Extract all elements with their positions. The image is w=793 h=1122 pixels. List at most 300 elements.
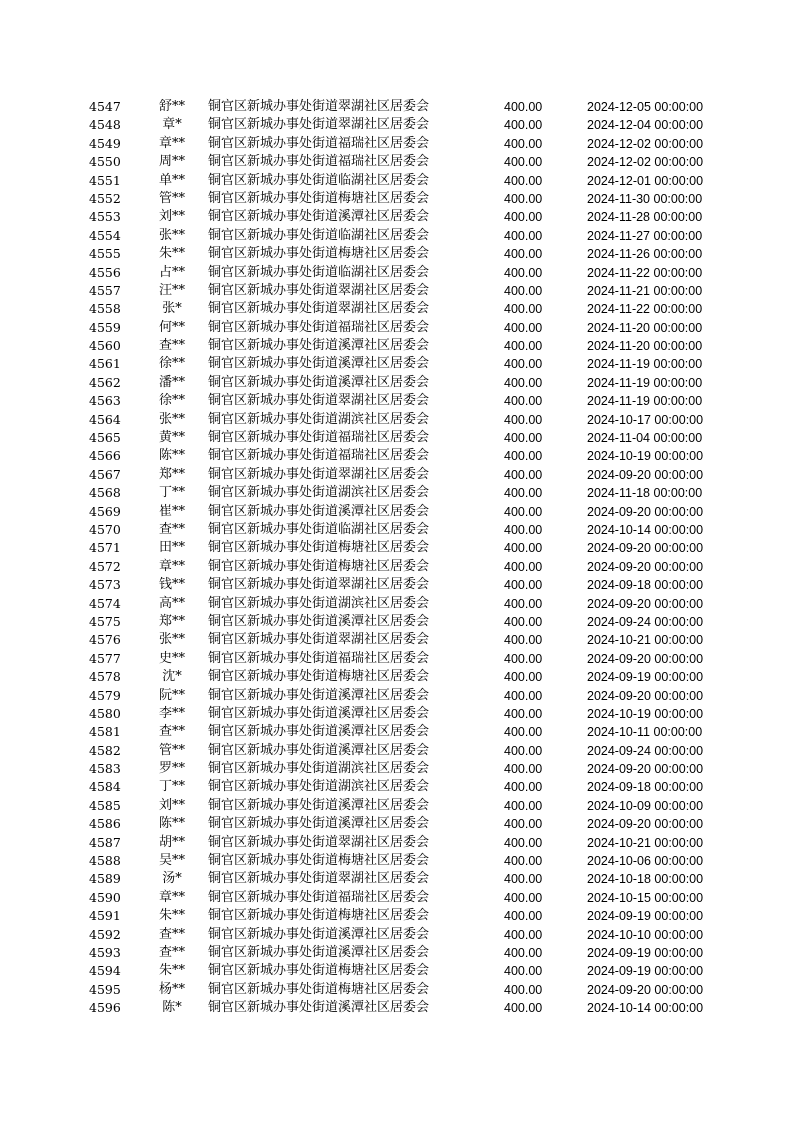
row-organization: 铜官区新城办事处街道翠湖社区居委会 (208, 577, 430, 593)
row-amount: 400.00 (504, 890, 543, 905)
row-organization: 铜官区新城办事处街道溪潭社区居委会 (208, 1000, 430, 1016)
table-row (0, 852, 793, 870)
row-organization: 铜官区新城办事处街道溪潭社区居委会 (208, 209, 430, 225)
row-id: 4595 (89, 981, 121, 997)
table-row (0, 521, 793, 539)
row-date: 2024-10-17 00:00:00 (587, 412, 704, 427)
row-date: 2024-12-01 00:00:00 (587, 173, 704, 188)
row-name: 陈* (162, 1000, 182, 1016)
row-date: 2024-12-02 00:00:00 (587, 155, 704, 170)
row-id: 4568 (89, 485, 121, 501)
table-row (0, 778, 793, 796)
table-row (0, 429, 793, 447)
row-organization: 铜官区新城办事处街道溪潭社区居委会 (208, 356, 430, 372)
row-amount: 400.00 (504, 486, 543, 501)
record-table (0, 98, 793, 1018)
row-name: 沈* (162, 669, 182, 685)
table-row (0, 245, 793, 263)
row-organization: 铜官区新城办事处街道梅塘社区居委会 (208, 853, 430, 869)
row-date: 2024-12-05 00:00:00 (587, 100, 704, 114)
row-date: 2024-10-19 00:00:00 (587, 706, 704, 721)
row-id: 4558 (89, 301, 121, 317)
table-row (0, 815, 793, 833)
row-amount: 400.00 (504, 780, 543, 795)
row-id: 4588 (89, 853, 121, 869)
row-id: 4583 (89, 761, 121, 777)
row-organization: 铜官区新城办事处街道临湖社区居委会 (208, 521, 430, 537)
table-row (0, 227, 793, 245)
row-amount: 400.00 (504, 541, 543, 556)
row-organization: 铜官区新城办事处街道梅塘社区居委会 (208, 963, 430, 979)
row-date: 2024-11-19 00:00:00 (587, 375, 703, 390)
row-date: 2024-10-18 00:00:00 (587, 872, 704, 887)
table-row (0, 447, 793, 465)
table-row (0, 172, 793, 190)
row-date: 2024-09-20 00:00:00 (587, 596, 704, 611)
row-amount: 400.00 (504, 670, 543, 685)
row-name: 朱** (158, 246, 185, 262)
row-name: 丁** (158, 485, 185, 501)
row-amount: 400.00 (504, 909, 543, 924)
row-organization: 铜官区新城办事处街道翠湖社区居委会 (208, 282, 430, 298)
row-date: 2024-11-18 00:00:00 (587, 486, 703, 501)
row-amount: 400.00 (504, 872, 543, 887)
row-name: 杨** (158, 981, 185, 997)
table-row (0, 926, 793, 944)
row-id: 4555 (89, 246, 121, 262)
row-organization: 铜官区新城办事处街道梅塘社区居委会 (208, 540, 430, 556)
row-name: 丁** (158, 779, 185, 795)
row-name: 阮** (158, 687, 185, 703)
row-organization: 铜官区新城办事处街道翠湖社区居委会 (208, 871, 430, 887)
row-id: 4566 (89, 448, 121, 464)
row-organization: 铜官区新城办事处街道溪潭社区居委会 (208, 742, 430, 758)
row-id: 4573 (89, 577, 121, 593)
row-name: 吴** (158, 853, 185, 869)
row-name: 朱** (158, 963, 185, 979)
row-id: 4552 (89, 190, 121, 206)
table-row (0, 760, 793, 778)
row-amount: 400.00 (504, 614, 543, 629)
row-date: 2024-09-20 00:00:00 (587, 467, 704, 482)
table-row (0, 595, 793, 613)
table-row (0, 668, 793, 686)
row-name: 章* (162, 117, 182, 133)
row-amount: 400.00 (504, 559, 543, 574)
row-amount: 400.00 (504, 191, 543, 206)
row-amount: 400.00 (504, 945, 543, 960)
table-row (0, 374, 793, 392)
table-row (0, 907, 793, 925)
row-organization: 铜官区新城办事处街道溪潭社区居委会 (208, 797, 430, 813)
row-amount: 400.00 (504, 762, 543, 777)
table-row (0, 264, 793, 282)
row-name: 郑** (158, 466, 185, 482)
row-id: 4587 (89, 834, 121, 850)
row-date: 2024-09-20 00:00:00 (587, 504, 704, 519)
row-date: 2024-10-19 00:00:00 (587, 449, 704, 464)
row-amount: 400.00 (504, 964, 543, 979)
row-date: 2024-09-19 00:00:00 (587, 909, 704, 924)
row-amount: 400.00 (504, 375, 543, 390)
row-id: 4596 (89, 1000, 121, 1016)
row-organization: 铜官区新城办事处街道临湖社区居委会 (208, 264, 430, 280)
row-amount: 400.00 (504, 578, 543, 593)
row-date: 2024-10-15 00:00:00 (587, 890, 704, 905)
row-id: 4567 (89, 466, 121, 482)
row-date: 2024-10-09 00:00:00 (587, 798, 704, 813)
row-amount: 400.00 (504, 467, 543, 482)
row-date: 2024-12-04 00:00:00 (587, 118, 704, 133)
row-amount: 400.00 (504, 136, 543, 151)
row-name: 张* (162, 301, 182, 317)
row-id: 4574 (89, 595, 121, 611)
row-name: 何** (158, 319, 185, 335)
row-date: 2024-10-14 00:00:00 (587, 522, 704, 537)
row-name: 黄** (158, 430, 185, 446)
table-row (0, 116, 793, 134)
table-row (0, 797, 793, 815)
row-amount: 400.00 (504, 339, 543, 354)
row-name: 章** (158, 889, 185, 905)
row-id: 4559 (89, 319, 121, 335)
row-id: 4550 (89, 154, 121, 170)
row-organization: 铜官区新城办事处街道湖滨社区居委会 (208, 779, 430, 795)
row-name: 管** (158, 190, 185, 206)
row-amount: 400.00 (504, 743, 543, 758)
row-id: 4549 (89, 135, 121, 151)
row-name: 胡** (158, 834, 185, 850)
row-amount: 400.00 (504, 982, 543, 997)
row-date: 2024-09-24 00:00:00 (587, 614, 704, 629)
table-row (0, 834, 793, 852)
row-amount: 400.00 (504, 706, 543, 721)
row-date: 2024-09-20 00:00:00 (587, 762, 704, 777)
row-id: 4576 (89, 632, 121, 648)
row-date: 2024-09-18 00:00:00 (587, 780, 704, 795)
table-row (0, 135, 793, 153)
row-amount: 400.00 (504, 651, 543, 666)
table-row (0, 190, 793, 208)
row-organization: 铜官区新城办事处街道溪潭社区居委会 (208, 374, 430, 390)
row-date: 2024-11-04 00:00:00 (587, 431, 703, 446)
row-amount: 400.00 (504, 118, 543, 133)
row-date: 2024-10-14 00:00:00 (587, 1001, 704, 1016)
table-row (0, 411, 793, 429)
row-date: 2024-11-20 00:00:00 (587, 320, 703, 335)
row-organization: 铜官区新城办事处街道湖滨社区居委会 (208, 411, 430, 427)
row-organization: 铜官区新城办事处街道临湖社区居委会 (208, 227, 430, 243)
row-id: 4557 (89, 282, 121, 298)
row-date: 2024-11-28 00:00:00 (587, 210, 703, 225)
row-organization: 铜官区新城办事处街道福瑞社区居委会 (208, 889, 430, 905)
row-date: 2024-09-18 00:00:00 (587, 578, 704, 593)
row-name: 周** (158, 154, 185, 170)
row-id: 4562 (89, 374, 121, 390)
row-organization: 铜官区新城办事处街道福瑞社区居委会 (208, 430, 430, 446)
table-row (0, 962, 793, 980)
table-row (0, 705, 793, 723)
row-organization: 铜官区新城办事处街道翠湖社区居委会 (208, 301, 430, 317)
row-date: 2024-11-20 00:00:00 (587, 339, 703, 354)
row-name: 李** (158, 705, 185, 721)
row-date: 2024-09-20 00:00:00 (587, 982, 704, 997)
table-row (0, 889, 793, 907)
row-organization: 铜官区新城办事处街道溪潭社区居委会 (208, 338, 430, 354)
row-organization: 铜官区新城办事处街道梅塘社区居委会 (208, 908, 430, 924)
row-organization: 铜官区新城办事处街道梅塘社区居委会 (208, 558, 430, 574)
row-date: 2024-09-24 00:00:00 (587, 743, 704, 758)
table-row (0, 613, 793, 631)
row-name: 查** (158, 521, 185, 537)
row-amount: 400.00 (504, 522, 543, 537)
row-organization: 铜官区新城办事处街道福瑞社区居委会 (208, 650, 430, 666)
row-name: 查** (158, 926, 185, 942)
row-date: 2024-09-19 00:00:00 (587, 964, 704, 979)
row-name: 章** (158, 135, 185, 151)
row-id: 4592 (89, 926, 121, 942)
row-organization: 铜官区新城办事处街道梅塘社区居委会 (208, 246, 430, 262)
row-name: 徐** (158, 393, 185, 409)
row-name: 潘** (158, 374, 185, 390)
row-amount: 400.00 (504, 688, 543, 703)
table-row (0, 687, 793, 705)
row-date: 2024-11-21 00:00:00 (587, 283, 703, 298)
row-id: 4579 (89, 687, 121, 703)
table-row (0, 282, 793, 300)
row-organization: 铜官区新城办事处街道梅塘社区居委会 (208, 669, 430, 685)
row-amount: 400.00 (504, 1001, 543, 1016)
table-row (0, 466, 793, 484)
row-organization: 铜官区新城办事处街道翠湖社区居委会 (208, 632, 430, 648)
table-row (0, 153, 793, 171)
row-id: 4563 (89, 393, 121, 409)
row-organization: 铜官区新城办事处街道临湖社区居委会 (208, 172, 430, 188)
table-row (0, 392, 793, 410)
row-id: 4561 (89, 356, 121, 372)
table-row (0, 300, 793, 318)
row-name: 陈** (158, 448, 185, 464)
row-organization: 铜官区新城办事处街道溪潭社区居委会 (208, 816, 430, 832)
row-amount: 400.00 (504, 817, 543, 832)
row-organization: 铜官区新城办事处街道湖滨社区居委会 (208, 595, 430, 611)
row-id: 4547 (89, 99, 121, 114)
row-organization: 铜官区新城办事处街道福瑞社区居委会 (208, 135, 430, 151)
row-organization: 铜官区新城办事处街道溪潭社区居委会 (208, 613, 430, 629)
row-amount: 400.00 (504, 854, 543, 869)
row-date: 2024-09-20 00:00:00 (587, 817, 704, 832)
row-organization: 铜官区新城办事处街道溪潭社区居委会 (208, 724, 430, 740)
row-id: 4569 (89, 503, 121, 519)
table-row (0, 576, 793, 594)
row-amount: 400.00 (504, 504, 543, 519)
row-amount: 400.00 (504, 798, 543, 813)
table-row (0, 484, 793, 502)
row-amount: 400.00 (504, 265, 543, 280)
row-id: 4578 (89, 669, 121, 685)
row-name: 章** (158, 558, 185, 574)
row-organization: 铜官区新城办事处街道溪潭社区居委会 (208, 503, 430, 519)
row-id: 4585 (89, 797, 121, 813)
table-row (0, 631, 793, 649)
row-name: 史** (158, 650, 185, 666)
row-organization: 铜官区新城办事处街道翠湖社区居委会 (208, 99, 430, 114)
row-id: 4591 (89, 908, 121, 924)
row-date: 2024-11-30 00:00:00 (587, 191, 703, 206)
row-id: 4571 (89, 540, 121, 556)
row-id: 4581 (89, 724, 121, 740)
row-id: 4553 (89, 209, 121, 225)
row-amount: 400.00 (504, 633, 543, 648)
table-row (0, 650, 793, 668)
row-amount: 400.00 (504, 283, 543, 298)
row-organization: 铜官区新城办事处街道福瑞社区居委会 (208, 448, 430, 464)
row-amount: 400.00 (504, 394, 543, 409)
row-amount: 400.00 (504, 431, 543, 446)
row-amount: 400.00 (504, 320, 543, 335)
row-name: 张** (158, 632, 185, 648)
row-id: 4580 (89, 705, 121, 721)
row-name: 徐** (158, 356, 185, 372)
row-id: 4586 (89, 816, 121, 832)
row-id: 4577 (89, 650, 121, 666)
row-date: 2024-09-20 00:00:00 (587, 559, 704, 574)
row-id: 4551 (89, 172, 121, 188)
row-date: 2024-10-21 00:00:00 (587, 633, 704, 648)
table-row (0, 319, 793, 337)
row-organization: 铜官区新城办事处街道翠湖社区居委会 (208, 117, 430, 133)
row-id: 4575 (89, 613, 121, 629)
row-name: 田** (158, 540, 185, 556)
row-id: 4594 (89, 963, 121, 979)
row-name: 朱** (158, 908, 185, 924)
row-name: 汤* (162, 871, 182, 887)
row-name: 钱** (158, 577, 185, 593)
row-organization: 铜官区新城办事处街道翠湖社区居委会 (208, 834, 430, 850)
row-amount: 400.00 (504, 100, 543, 114)
table-row (0, 981, 793, 999)
row-id: 4570 (89, 521, 121, 537)
row-amount: 400.00 (504, 173, 543, 188)
row-organization: 铜官区新城办事处街道溪潭社区居委会 (208, 687, 430, 703)
row-amount: 400.00 (504, 596, 543, 611)
row-name: 崔** (158, 503, 185, 519)
table-row (0, 98, 793, 116)
row-date: 2024-09-20 00:00:00 (587, 688, 704, 703)
row-name: 张** (158, 227, 185, 243)
row-date: 2024-09-20 00:00:00 (587, 651, 704, 666)
row-id: 4565 (89, 430, 121, 446)
row-name: 陈** (158, 816, 185, 832)
row-name: 郑** (158, 613, 185, 629)
row-id: 4554 (89, 227, 121, 243)
row-id: 4564 (89, 411, 121, 427)
row-date: 2024-11-26 00:00:00 (587, 247, 703, 262)
row-name: 张** (158, 411, 185, 427)
row-date: 2024-11-22 00:00:00 (587, 265, 703, 280)
row-organization: 铜官区新城办事处街道湖滨社区居委会 (208, 485, 430, 501)
row-amount: 400.00 (504, 357, 543, 372)
row-date: 2024-09-19 00:00:00 (587, 670, 704, 685)
row-organization: 铜官区新城办事处街道溪潭社区居委会 (208, 944, 430, 960)
row-id: 4548 (89, 117, 121, 133)
row-name: 占** (158, 264, 185, 280)
row-amount: 400.00 (504, 725, 543, 740)
row-id: 4582 (89, 742, 121, 758)
table-row (0, 742, 793, 760)
row-amount: 400.00 (504, 449, 543, 464)
row-organization: 铜官区新城办事处街道溪潭社区居委会 (208, 926, 430, 942)
table-row (0, 870, 793, 888)
row-name: 查** (158, 338, 185, 354)
row-name: 高** (158, 595, 185, 611)
row-organization: 铜官区新城办事处街道梅塘社区居委会 (208, 190, 430, 206)
table-row (0, 539, 793, 557)
table-row (0, 999, 793, 1017)
row-organization: 铜官区新城办事处街道福瑞社区居委会 (208, 319, 430, 335)
table-row (0, 723, 793, 741)
row-id: 4556 (89, 264, 121, 280)
row-amount: 400.00 (504, 927, 543, 942)
row-date: 2024-12-02 00:00:00 (587, 136, 704, 151)
table-row (0, 558, 793, 576)
row-id: 4584 (89, 779, 121, 795)
row-date: 2024-09-20 00:00:00 (587, 541, 704, 556)
row-amount: 400.00 (504, 247, 543, 262)
row-date: 2024-11-19 00:00:00 (587, 394, 703, 409)
row-date: 2024-10-11 00:00:00 (587, 725, 703, 740)
row-name: 刘** (158, 209, 185, 225)
row-date: 2024-10-10 00:00:00 (587, 927, 704, 942)
row-organization: 铜官区新城办事处街道福瑞社区居委会 (208, 154, 430, 170)
row-id: 4593 (89, 944, 121, 960)
row-name: 查** (158, 724, 185, 740)
row-name: 汪** (158, 282, 185, 298)
row-id: 4560 (89, 338, 121, 354)
row-amount: 400.00 (504, 302, 543, 317)
row-date: 2024-11-19 00:00:00 (587, 357, 703, 372)
row-organization: 铜官区新城办事处街道翠湖社区居委会 (208, 393, 430, 409)
table-row (0, 337, 793, 355)
row-organization: 铜官区新城办事处街道翠湖社区居委会 (208, 466, 430, 482)
row-id: 4590 (89, 889, 121, 905)
row-date: 2024-10-06 00:00:00 (587, 854, 704, 869)
row-name: 单** (158, 172, 185, 188)
table-row (0, 355, 793, 373)
row-id: 4589 (89, 871, 121, 887)
row-organization: 铜官区新城办事处街道湖滨社区居委会 (208, 761, 430, 777)
table-row (0, 944, 793, 962)
row-date: 2024-10-21 00:00:00 (587, 835, 704, 850)
row-organization: 铜官区新城办事处街道溪潭社区居委会 (208, 705, 430, 721)
row-amount: 400.00 (504, 155, 543, 170)
row-date: 2024-11-27 00:00:00 (587, 228, 703, 243)
row-amount: 400.00 (504, 835, 543, 850)
row-name: 刘** (158, 797, 185, 813)
row-name: 管** (158, 742, 185, 758)
row-name: 舒** (158, 99, 185, 114)
row-date: 2024-09-19 00:00:00 (587, 945, 704, 960)
table-row (0, 503, 793, 521)
row-date: 2024-11-22 00:00:00 (587, 302, 703, 317)
table-row (0, 208, 793, 226)
row-organization: 铜官区新城办事处街道梅塘社区居委会 (208, 981, 430, 997)
row-amount: 400.00 (504, 228, 543, 243)
row-id: 4572 (89, 558, 121, 574)
row-name: 罗** (158, 761, 185, 777)
row-amount: 400.00 (504, 210, 543, 225)
row-amount: 400.00 (504, 412, 543, 427)
